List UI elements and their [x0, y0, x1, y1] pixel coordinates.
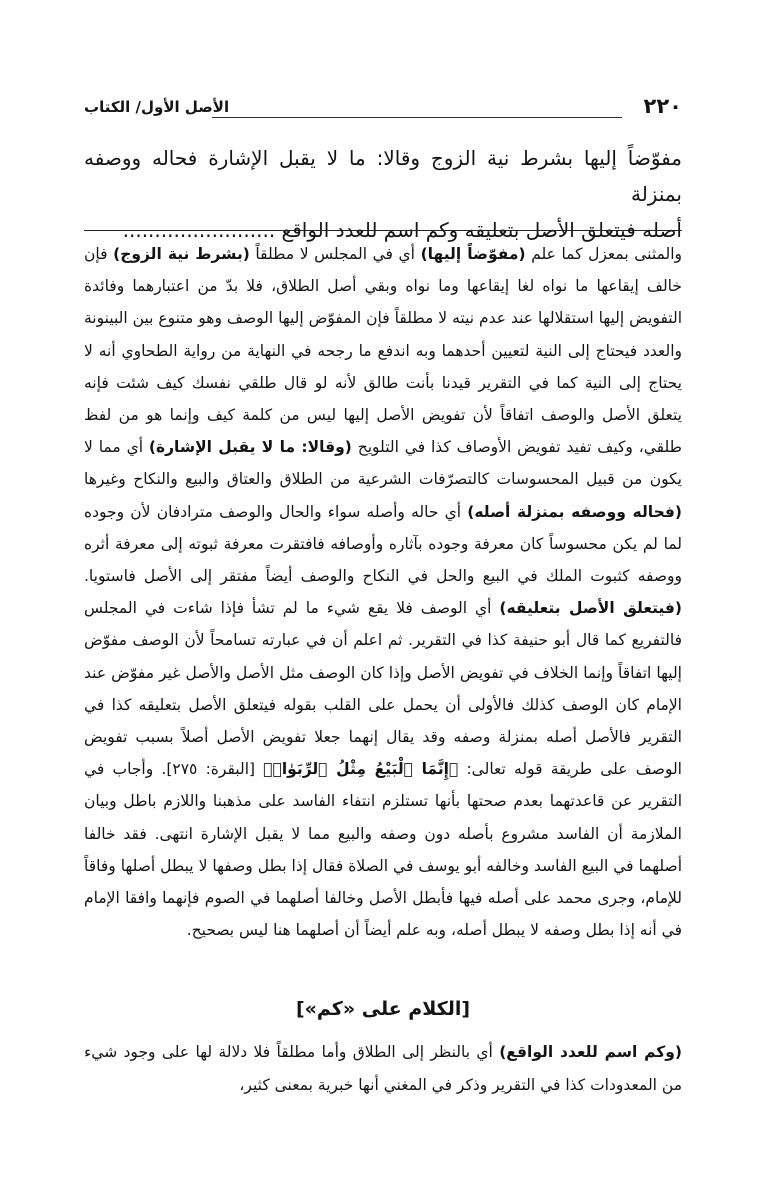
text-run: والمثنى بمعزل كما علم: [525, 245, 682, 263]
header-rule: [212, 117, 622, 118]
text-run: أي بالنظر إلى الطلاق وأما مطلقاً فلا دلالة لها على وجود شيء من المعدودات كذا في التقرير وذكر في المغني أنها خبرية بمعنى كثير،: [84, 1043, 682, 1094]
quran-verse: ﴿إِنَّمَا ٱلْبَيْعُ مِثْلُ ٱلرِّبَوٰا۟﴾: [263, 760, 459, 779]
text-run: [البقرة: ٢٧٥]. وأجاب في التقرير عن قاعدتهما بعدم صحتها بأنها تستلزم انتفاء الفاسد على مذهبنا واللازم باطل وبيان الملازمة أن الفاسد مشروع بأصله دون وصفه والبيع مما لا يقبل الإشارة انتهى. فقد خالفا أصلهما في البيع الفاسد وخالفه أبو يوسف في الصلاة فقال إذا بطل وصفها لا يبطل أصلها وفاقاً للإمام، وجرى محمد على أصله فيها فأبطل الأصل وخالفا أصلهما في الصوم فإنهما وافقا الإمام في أنه إذا بطل وصفه لا يبطل أصله، وبه علم أيضاً أن أصلهما هنا ليس بصحيح.: [84, 760, 682, 940]
quoted-term: (وكم اسم للعدد الواقع): [499, 1043, 682, 1061]
quoted-term: (فحاله ووصفه بمنزلة أصله): [467, 502, 682, 521]
section-heading: [الكلام على «كم»]: [295, 998, 471, 1020]
quoted-term: (مفوّضاً إليها): [420, 245, 526, 263]
text-run: أي حاله وأصله سواء والحال والوصف مترادفان لأن وجوده لما لم يكن محسوساً كان معرفة وجوده بآثاره وأوصافه فافتقرت معرفة ثبوته إلى معرفة أثره ووصفه كثبوت الملك في البيع والحل في النكاح والوصف أيضاً مفتقر إلى الأصل فاستويا.: [84, 502, 682, 586]
matn-line: مفوّضاً إليها بشرط نية الزوج وقالا: ما لا يقبل الإشارة فحاله ووصفه بمنزلة: [84, 146, 682, 206]
page-number: ٢٢٠: [643, 94, 682, 118]
text-run: أي مما لا يكون من قبيل المحسوسات كالتصرّفات الشرعية من الطلاق والعتاق والبيع والنكاح وغيرها: [84, 438, 682, 489]
page-header: [84, 96, 682, 126]
commentary-text: [84, 238, 682, 946]
quoted-term: (بشرط نية الزوج): [113, 245, 250, 263]
matn-line: أصله فيتعلق الأصل بتعليقه وكم اسم للعدد الواقع ........................: [122, 218, 682, 242]
quoted-term: (فيتعلق الأصل بتعليقه): [499, 599, 682, 618]
text-run: أي الوصف فلا يقع شيء ما لم تشأ فإذا شاءت في المجلس فالتفريع كما قال أبو حنيفة كذا في التقرير. ثم اعلم أن في عبارته تسامحاً لأن الوصف مفوّض إليها اتفاقاً وإنما الخلاف في تفويض الأصل وإذا كان الوصف مثل الأصل والأصل غير مفوّض عند الإمام كان الوصف كذلك فالأولى أن يحمل على القلب بقوله فيتعلق الأصل بتعليقه كذا في التقرير فالأصل أصله بمنزلة وصفه وقد يقال إنهما جعلا تفويض الأصل أصلاً بسبب تفويض الوصف على طريقة قوله تعالى:: [84, 599, 682, 779]
section-text: [84, 1036, 682, 1102]
running-title: الأصل الأول/ الكتاب: [84, 98, 230, 116]
text-run: أي في المجلس لا مطلقاً: [249, 245, 421, 263]
separator-rule: [84, 230, 682, 231]
quoted-term: (وقالا: ما لا يقبل الإشارة): [148, 438, 352, 457]
matn-text: [84, 140, 682, 248]
text-run: فإن خالف إيقاعها ما نواه لغا إيقاعها وما نواه وبقي أصل الطلاق، فلا بدّ من اعتبارهما وفائدة التفويض إليها استقلالها عند عدم نيته لا مطلقاً فإن المفوّض إليها الوصف وهو متنوع بين البينونة والعدد فيحتاج إلى النية لتعيين أحدهما وبه اندفع ما رجحه في النهاية من رواية الطحاوي أنه لا يحتاج إلى النية كما في التقرير قيدنا بأنت طالق لأنه لو قال طلقي نفسك كيف شئت فإنه يتعلق الأصل والوصف اتفاقاً لأن تفويض الأصل إليها ليس من كلمة كيف وإنما هو من لفظ طلقي، وكيف تفيد تفويض الأوصاف كذا في التلويح: [84, 245, 682, 457]
